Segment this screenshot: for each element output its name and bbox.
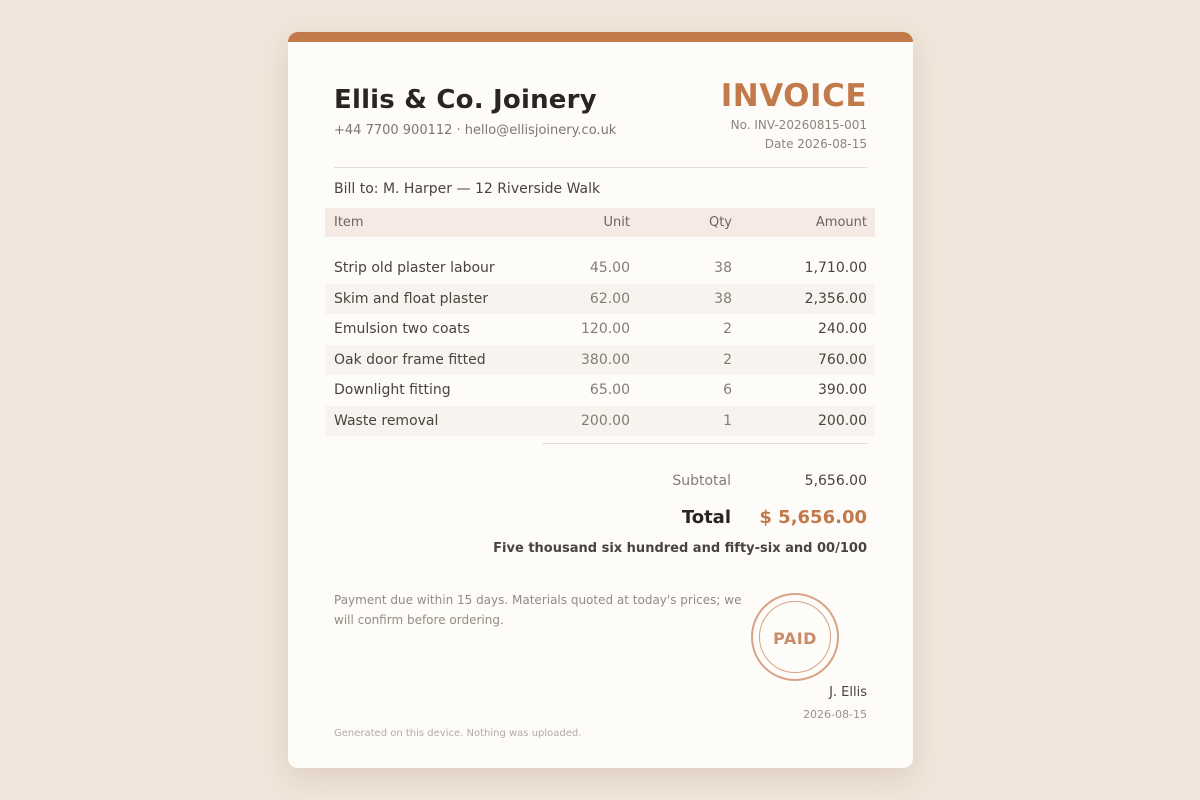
- header-divider: [334, 167, 867, 168]
- row-qty: 38: [714, 260, 732, 276]
- stamp-text: PAID: [773, 629, 817, 648]
- payment-terms: Payment due within 15 days. Materials quoted at today's prices; we will confirm before ordering.: [334, 593, 742, 627]
- row-item: Downlight fitting: [334, 382, 451, 398]
- row-unit: 120.00: [581, 321, 630, 337]
- row-qty: 38: [714, 291, 732, 307]
- table-header: [325, 208, 875, 237]
- table-row: [325, 375, 875, 405]
- amount-in-words: Five thousand six hundred and fifty-six and 00/100: [493, 541, 867, 556]
- row-amount: 390.00: [818, 382, 867, 398]
- table-row: [325, 253, 875, 283]
- company-contact: +44 7700 900112 · hello@ellisjoinery.co.uk: [334, 123, 617, 138]
- signature-date: 2026-08-15: [803, 708, 867, 721]
- row-amount: 240.00: [818, 321, 867, 337]
- subtotal-label: Subtotal: [672, 473, 731, 489]
- paid-stamp: [751, 593, 839, 681]
- totals-divider: [542, 443, 867, 444]
- row-amount: 2,356.00: [804, 291, 867, 307]
- footer-note: Generated on this device. Nothing was uploaded.: [334, 728, 582, 739]
- row-unit: 200.00: [581, 413, 630, 429]
- invoice-number: No. INV-20260815-001: [730, 118, 867, 132]
- invoice-date: Date 2026-08-15: [764, 137, 867, 151]
- company-name: Ellis & Co. Joinery: [334, 85, 597, 115]
- header-unit: Unit: [603, 215, 630, 230]
- total-value: $ 5,656.00: [759, 507, 867, 528]
- table-row: [325, 406, 875, 436]
- header-amount: Amount: [815, 215, 867, 230]
- table-row: [325, 345, 875, 375]
- row-amount: 200.00: [818, 413, 867, 429]
- table-row: [325, 314, 875, 344]
- row-item: Emulsion two coats: [334, 321, 470, 337]
- row-qty: 2: [723, 321, 732, 337]
- row-amount: 760.00: [818, 352, 867, 368]
- row-amount: 1,710.00: [804, 260, 867, 276]
- header-item: Item: [334, 215, 364, 230]
- accent-bar: [288, 32, 913, 42]
- row-item: Strip old plaster labour: [334, 260, 495, 276]
- row-qty: 2: [723, 352, 732, 368]
- signature-name: J. Ellis: [829, 685, 867, 700]
- row-qty: 1: [723, 413, 732, 429]
- row-item: Skim and float plaster: [334, 291, 489, 307]
- total-label: Total: [681, 507, 731, 528]
- row-unit: 62.00: [589, 291, 630, 307]
- row-unit: 65.00: [589, 382, 630, 398]
- row-unit: 380.00: [581, 352, 630, 368]
- header-qty: Qty: [708, 215, 732, 230]
- invoice-title: INVOICE: [720, 78, 867, 114]
- row-unit: 45.00: [589, 260, 630, 276]
- subtotal-value: 5,656.00: [804, 473, 867, 489]
- row-qty: 6: [723, 382, 732, 398]
- row-item: Oak door frame fitted: [334, 352, 486, 368]
- row-item: Waste removal: [334, 413, 439, 429]
- bill-to: Bill to: M. Harper — 12 Riverside Walk: [334, 181, 601, 197]
- table-row: [325, 284, 875, 314]
- invoice-card: [288, 32, 913, 768]
